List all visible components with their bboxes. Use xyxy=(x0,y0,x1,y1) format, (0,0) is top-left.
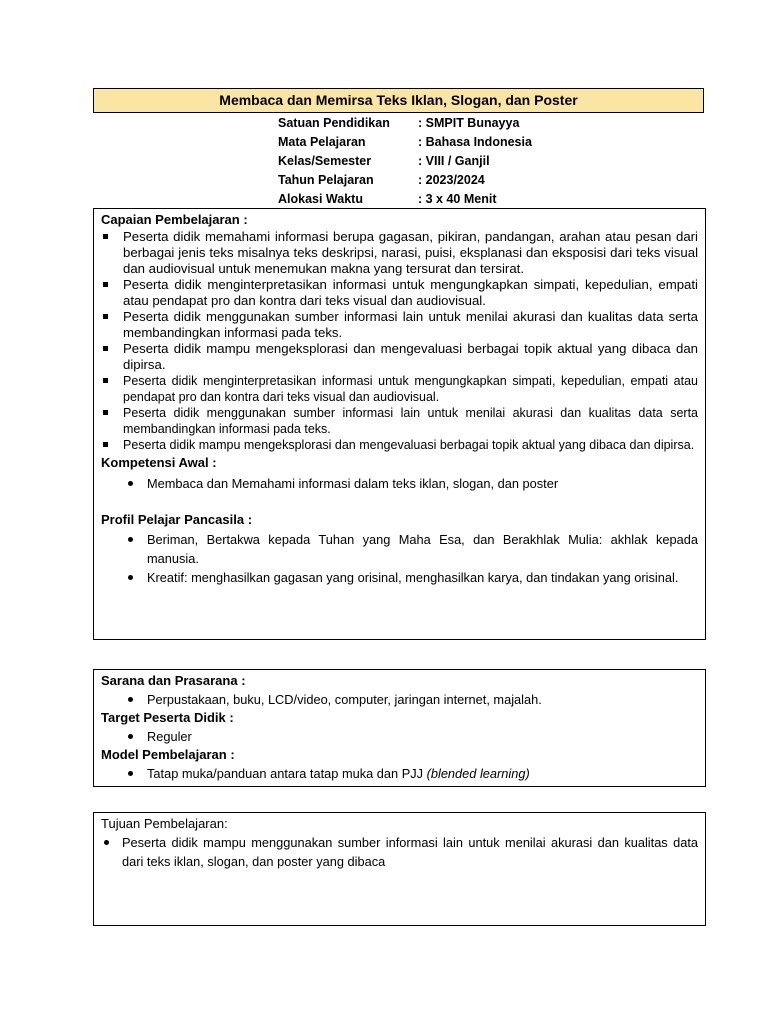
target-heading: Target Peserta Didik : xyxy=(101,710,234,725)
sarana-heading: Sarana dan Prasarana : xyxy=(101,673,246,688)
model-text: Tatap muka/panduan antara tatap muka dan PJJ xyxy=(147,766,427,781)
list-item: Peserta didik menggunakan sumber informasi lain untuk menilai akurasi dan kualitas data serta membandingkan informasi pada teks. xyxy=(101,405,698,437)
tujuan-heading: Tujuan Pembelajaran: xyxy=(101,816,228,831)
list-item: Peserta didik mampu mengeksplorasi dan mengevaluasi berbagai topik aktual yang dibaca dan dipirsa. xyxy=(101,341,698,373)
kompetensi-list xyxy=(101,474,698,493)
meta-value: : VIII / Ganjil xyxy=(418,154,490,168)
profil-list xyxy=(101,530,698,587)
list-item: Peserta didik menggunakan sumber informasi lain untuk menilai akurasi dan kualitas data serta membandingkan informasi pada teks. xyxy=(101,309,698,341)
profil-heading: Profil Pelajar Pancasila : xyxy=(101,512,253,527)
target-list xyxy=(101,727,698,746)
list-item xyxy=(101,764,698,783)
meta-value: : 3 x 40 Menit xyxy=(418,192,497,206)
meta-label: Mata Pelajaran xyxy=(278,135,366,149)
tujuan-list xyxy=(101,833,698,871)
meta-row-kelas xyxy=(278,152,608,171)
tujuan-box xyxy=(93,812,706,926)
meta-row-mapel xyxy=(278,133,608,152)
kompetensi-heading: Kompetensi Awal : xyxy=(101,455,217,470)
capaian-list-large xyxy=(101,229,698,373)
list-item: Perpustakaan, buku, LCD/video, computer, jaringan internet, majalah. xyxy=(101,690,698,709)
document-title: Membaca dan Memirsa Teks Iklan, Slogan, dan Poster xyxy=(93,88,704,113)
list-item: Peserta didik menginterpretasikan informasi untuk mengungkapkan simpati, kepedulian, empati atau pendapat pro dan kontra dari teks visual dan audiovisual. xyxy=(101,373,698,405)
sarana-box xyxy=(93,669,706,787)
list-item: Reguler xyxy=(101,727,698,746)
list-item: Membaca dan Memahami informasi dalam teks iklan, slogan, dan poster xyxy=(101,474,698,493)
meta-row-tahun xyxy=(278,171,608,190)
list-item: Beriman, Bertakwa kepada Tuhan yang Maha Esa, dan Berakhlak Mulia: akhlak kepada manusia. xyxy=(101,530,698,568)
capaian-heading: Capaian Pembelajaran : xyxy=(101,212,248,227)
meta-label: Kelas/Semester xyxy=(278,154,372,168)
list-item: Peserta didik mampu menggunakan sumber informasi lain untuk menilai akurasi dan kualitas data dari teks iklan, slogan, dan poster yang dibaca xyxy=(101,833,698,871)
model-italic: (blended learning) xyxy=(426,766,530,781)
list-item: Peserta didik mampu mengeksplorasi dan mengevaluasi berbagai topik aktual yang dibaca dan dipirsa. xyxy=(101,437,698,453)
meta-value: : Bahasa Indonesia xyxy=(418,135,532,149)
capaian-list-small xyxy=(101,373,698,453)
meta-label: Alokasi Waktu xyxy=(278,192,363,206)
meta-row-satuan xyxy=(278,114,608,133)
list-item: Peserta didik memahami informasi berupa gagasan, pikiran, pandangan, arahan atau pesan dari berbagai jenis teks misalnya teks deskripsi, narasi, puisi, eksplanasi dan eksposisi dari teks visual dan audiovisual untuk menemukan makna yang tersurat dan tersirat. xyxy=(101,229,698,277)
meta-value: : SMPIT Bunayya xyxy=(418,116,520,130)
meta-label: Satuan Pendidikan xyxy=(278,116,390,130)
identity-table xyxy=(278,114,608,209)
model-heading: Model Pembelajaran : xyxy=(101,747,235,762)
list-item: Kreatif: menghasilkan gagasan yang orisinal, menghasilkan karya, dan tindakan yang orisinal. xyxy=(101,568,698,587)
capaian-box xyxy=(93,208,706,640)
meta-value: : 2023/2024 xyxy=(418,173,485,187)
list-item: Peserta didik menginterpretasikan informasi untuk mengungkapkan simpati, kepedulian, empati atau pendapat pro dan kontra dari teks visual dan audiovisual. xyxy=(101,277,698,309)
model-list xyxy=(101,764,698,783)
meta-label: Tahun Pelajaran xyxy=(278,173,374,187)
meta-row-alokasi xyxy=(278,190,608,209)
sarana-list xyxy=(101,690,698,709)
